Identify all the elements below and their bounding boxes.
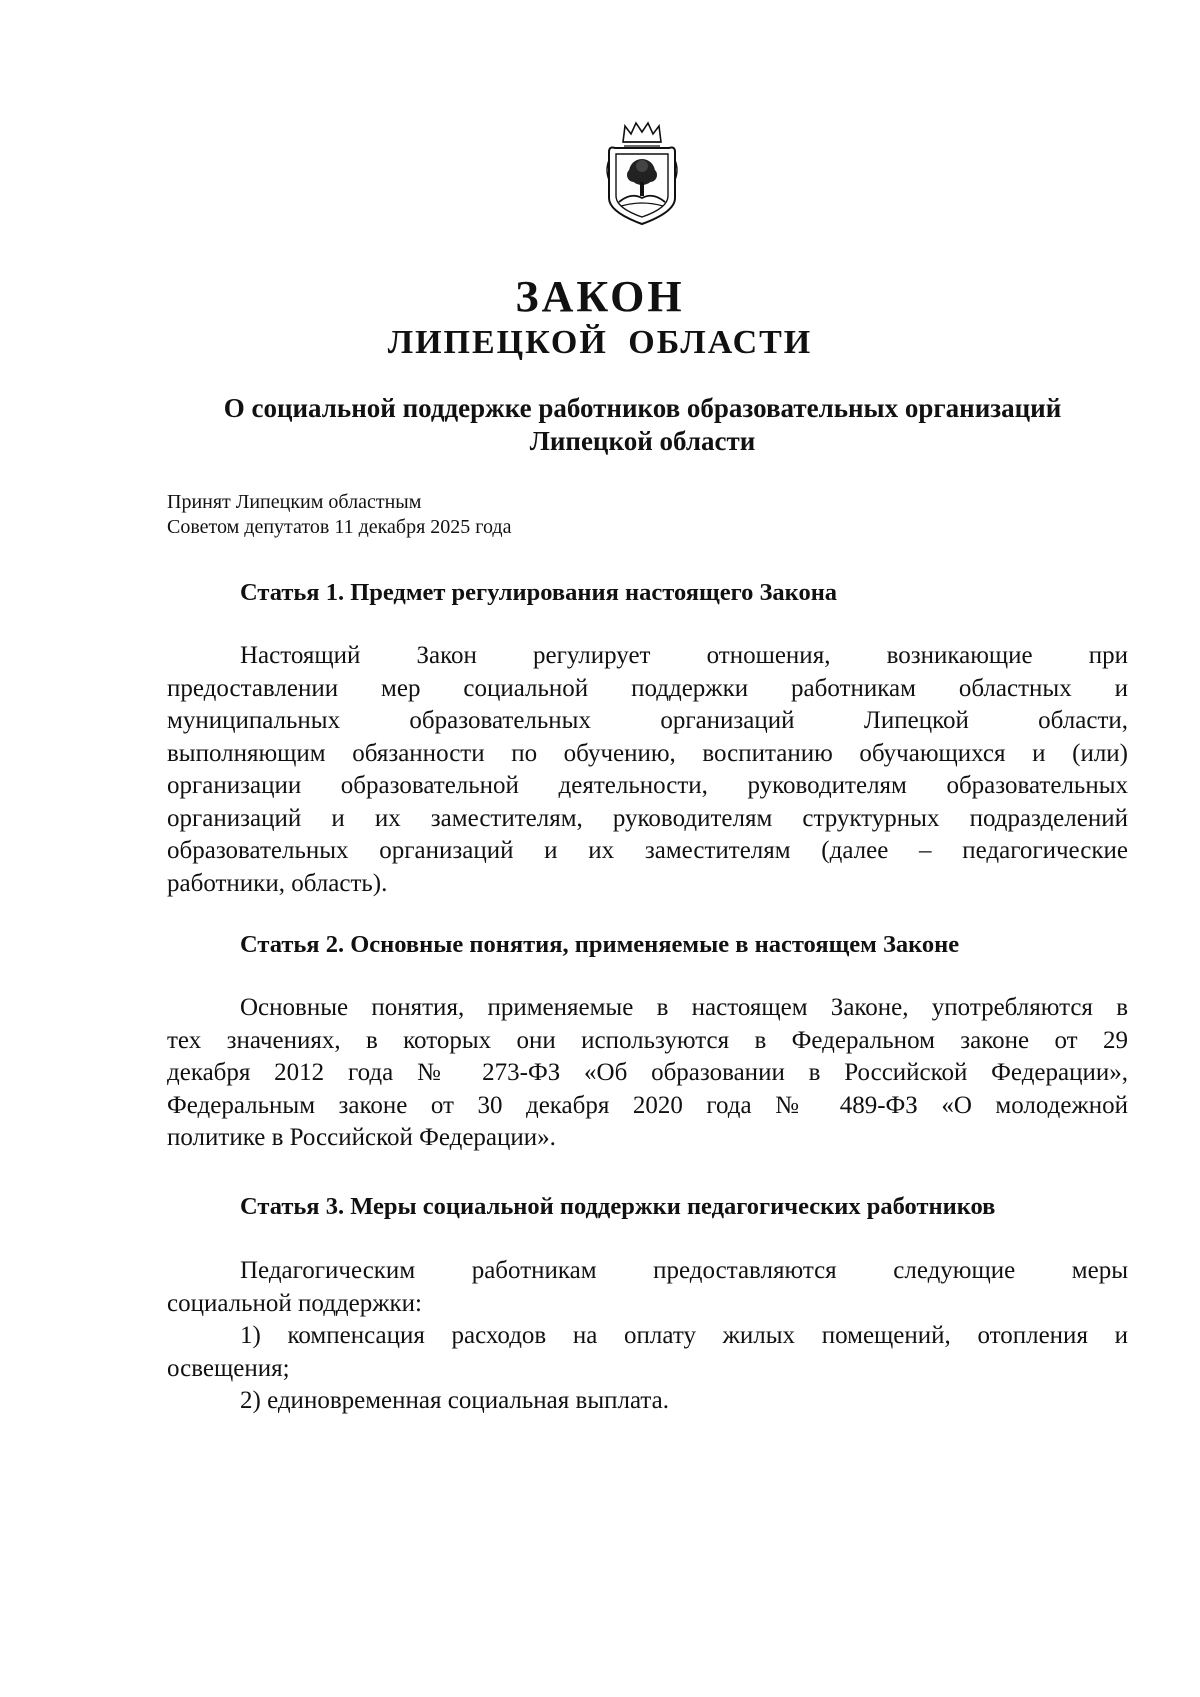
adoption-note-line: Принят Липецким областным	[167, 491, 422, 513]
paragraph-line: Федеральным законе от 30 декабря 2020 года № 489-ФЗ «О молодежной	[167, 1091, 1128, 1119]
list-item-line: освещения;	[167, 1354, 290, 1382]
article-2-body	[167, 992, 1128, 1155]
article-2-heading: Статья 2. Основные понятия, применяемые в настоящем Законе	[240, 931, 960, 958]
list-item-line: 1) компенсация расходов на оплату жилых помещений, отопления и	[240, 1322, 1128, 1349]
adoption-note	[167, 490, 767, 540]
law-subject-line: Липецкой области	[529, 426, 756, 456]
document-title: ЗАКОН	[515, 272, 685, 321]
paragraph-line: декабря 2012 года № 273-ФЗ «Об образовании в Российской Федерации»,	[167, 1059, 1128, 1086]
article-1-body	[167, 640, 1128, 900]
adoption-note-line: Советом депутатов 11 декабря 2025 года	[167, 516, 512, 538]
paragraph-line: Настоящий Закон регулирует отношения, возникающие при	[240, 642, 1128, 669]
list-item-line: 2) единовременная социальная выплата.	[240, 1387, 669, 1414]
coat-of-arms-icon	[603, 120, 681, 228]
paragraph-line: Педагогическим работникам предоставляются следующие меры	[240, 1257, 1128, 1284]
paragraph-line: социальной поддержки:	[167, 1289, 422, 1317]
paragraph-line: муниципальных образовательных организаций Липецкой области,	[167, 707, 1128, 734]
paragraph-line: политике в Российской Федерации».	[167, 1124, 556, 1151]
paragraph-line: организации образовательной деятельности, руководителям образовательных	[167, 772, 1128, 799]
article-1-heading: Статья 1. Предмет регулирования настоящего Закона	[240, 579, 838, 606]
paragraph-line: предоставлении мер социальной поддержки работникам областных и	[167, 674, 1128, 702]
law-subject	[160, 392, 1125, 458]
paragraph-line: образовательных организаций и их заместителям (далее – педагогические	[167, 837, 1128, 864]
paragraph-line: работники, область).	[167, 869, 388, 897]
law-subject-line: О социальной поддержке работников образовательных организаций	[223, 393, 1062, 423]
paragraph-line: тех значениях, в которых они используются в Федеральном законе от 29	[167, 1026, 1128, 1054]
paragraph-line: организаций и их заместителям, руководителям структурных подразделений	[167, 804, 1128, 832]
article-3-heading: Статья 3. Меры социальной поддержки педагогических работников	[240, 1193, 996, 1220]
paragraph-line: Основные понятия, применяемые в настоящем Законе, употребляются в	[240, 994, 1128, 1021]
document-title-region: ЛИПЕЦКОЙ ОБЛАСТИ	[387, 324, 813, 361]
article-3-body	[167, 1255, 1128, 1418]
paragraph-line: выполняющим обязанности по обучению, воспитанию обучающихся и (или)	[167, 739, 1128, 767]
